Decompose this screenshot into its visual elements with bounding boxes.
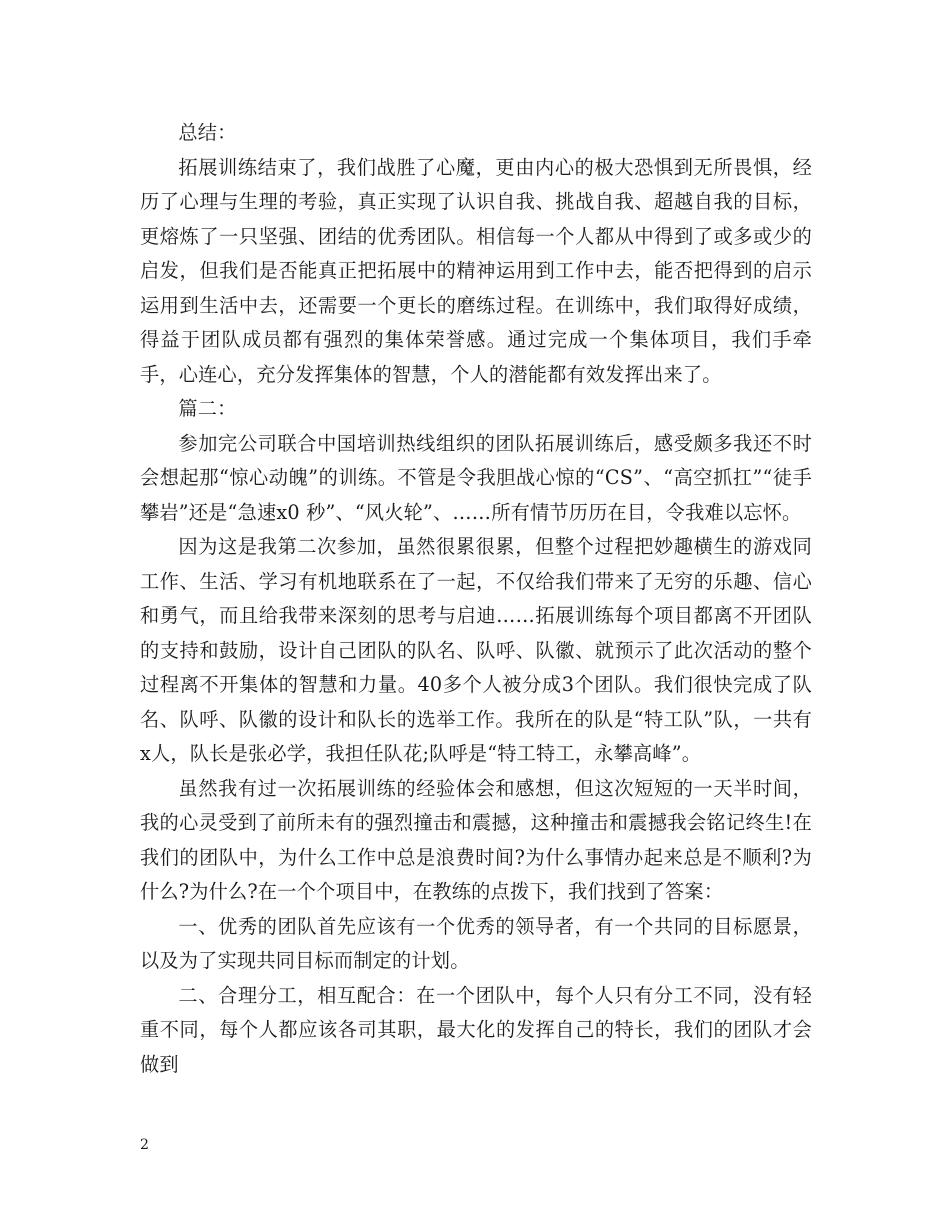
paragraph-summary-body: 拓展训练结束了，我们战胜了心魔，更由内心的极大恐惧到无所畏惧，经历了心理与生理的考验，真正实现了认识自我、挑战自我、超越自我的目标，更熔炼了一只坚强、团结的优秀团队。相信每一个人都从中得到了或多或少的启发，但我们是否能真正把拓展中的精神运用到工作中去，能否把得到的启示运用到生活中去，还需要一个更长的磨练过程。在训练中，我们取得好成绩，得益于团队成员都有强烈的集体荣誉感。通过完成一个集体项目，我们手牵手，心连心，充分发挥集体的智慧，个人的潜能都有效发挥出来了。 [140,155,812,386]
paragraph-summary-heading: 总结： [178,121,237,144]
paragraph-reflection: 虽然我有过一次拓展训练的经验体会和感想，但这次短短的一天半时间，我的心灵受到了前所未有的强烈撞击和震撼，这种撞击和震撼我会铭记终生!在我们的团队中，为什么工作中总是浪费时间?为什么事情办起来总是不顺利?为什么?为什么?在一个个项目中，在教练的点拨下，我们找到了答案： [140,776,812,903]
page-number: 2 [140,1137,149,1153]
paragraph-second-participation: 因为这是我第二次参加，虽然很累很累，但整个过程把妙趣横生的游戏同工作、生活、学习有机地联系在了一起，不仅给我们带来了无穷的乐趣、信心和勇气，而且给我带来深刻的思考与启迪……拓展训练每个项目都离不开团队的支持和鼓励，设计自己团队的队名、队呼、队徽、就预示了此次活动的整个过程离不开集体的智慧和力量。40多个人被分成3个团队。我们很快完成了队名、队呼、队徽的设计和队长的选举工作。我所在的队是“特工队”队，一共有 x人，队长是张必学，我担任队花;队呼是“特工特工，永攀高峰”。 [140,535,812,765]
paragraph-part-two-intro: 参加完公司联合中国培训热线组织的团队拓展训练后，感受颇多我还不时会想起那“惊心动魄”的训练。不管是令我胆战心惊的“CS”、“高空抓扛”“徒手攀岩”还是“急速x0 秒”、“风火轮”、……所有情节历历在目，令我难以忘怀。 [140,431,812,524]
paragraph-part-two-heading: 篇二： [178,397,237,420]
paragraph-point-two: 二、合理分工，相互配合：在一个团队中，每个人只有分工不同，没有轻重不同，每个人都应该各司其职，最大化的发挥自己的特长，我们的团队才会做到 [140,983,812,1076]
paragraph-point-one: 一、优秀的团队首先应该有一个优秀的领导者，有一个共同的目标愿景，以及为了实现共同目标而制定的计划。 [140,914,812,972]
document-body [140,116,812,1082]
